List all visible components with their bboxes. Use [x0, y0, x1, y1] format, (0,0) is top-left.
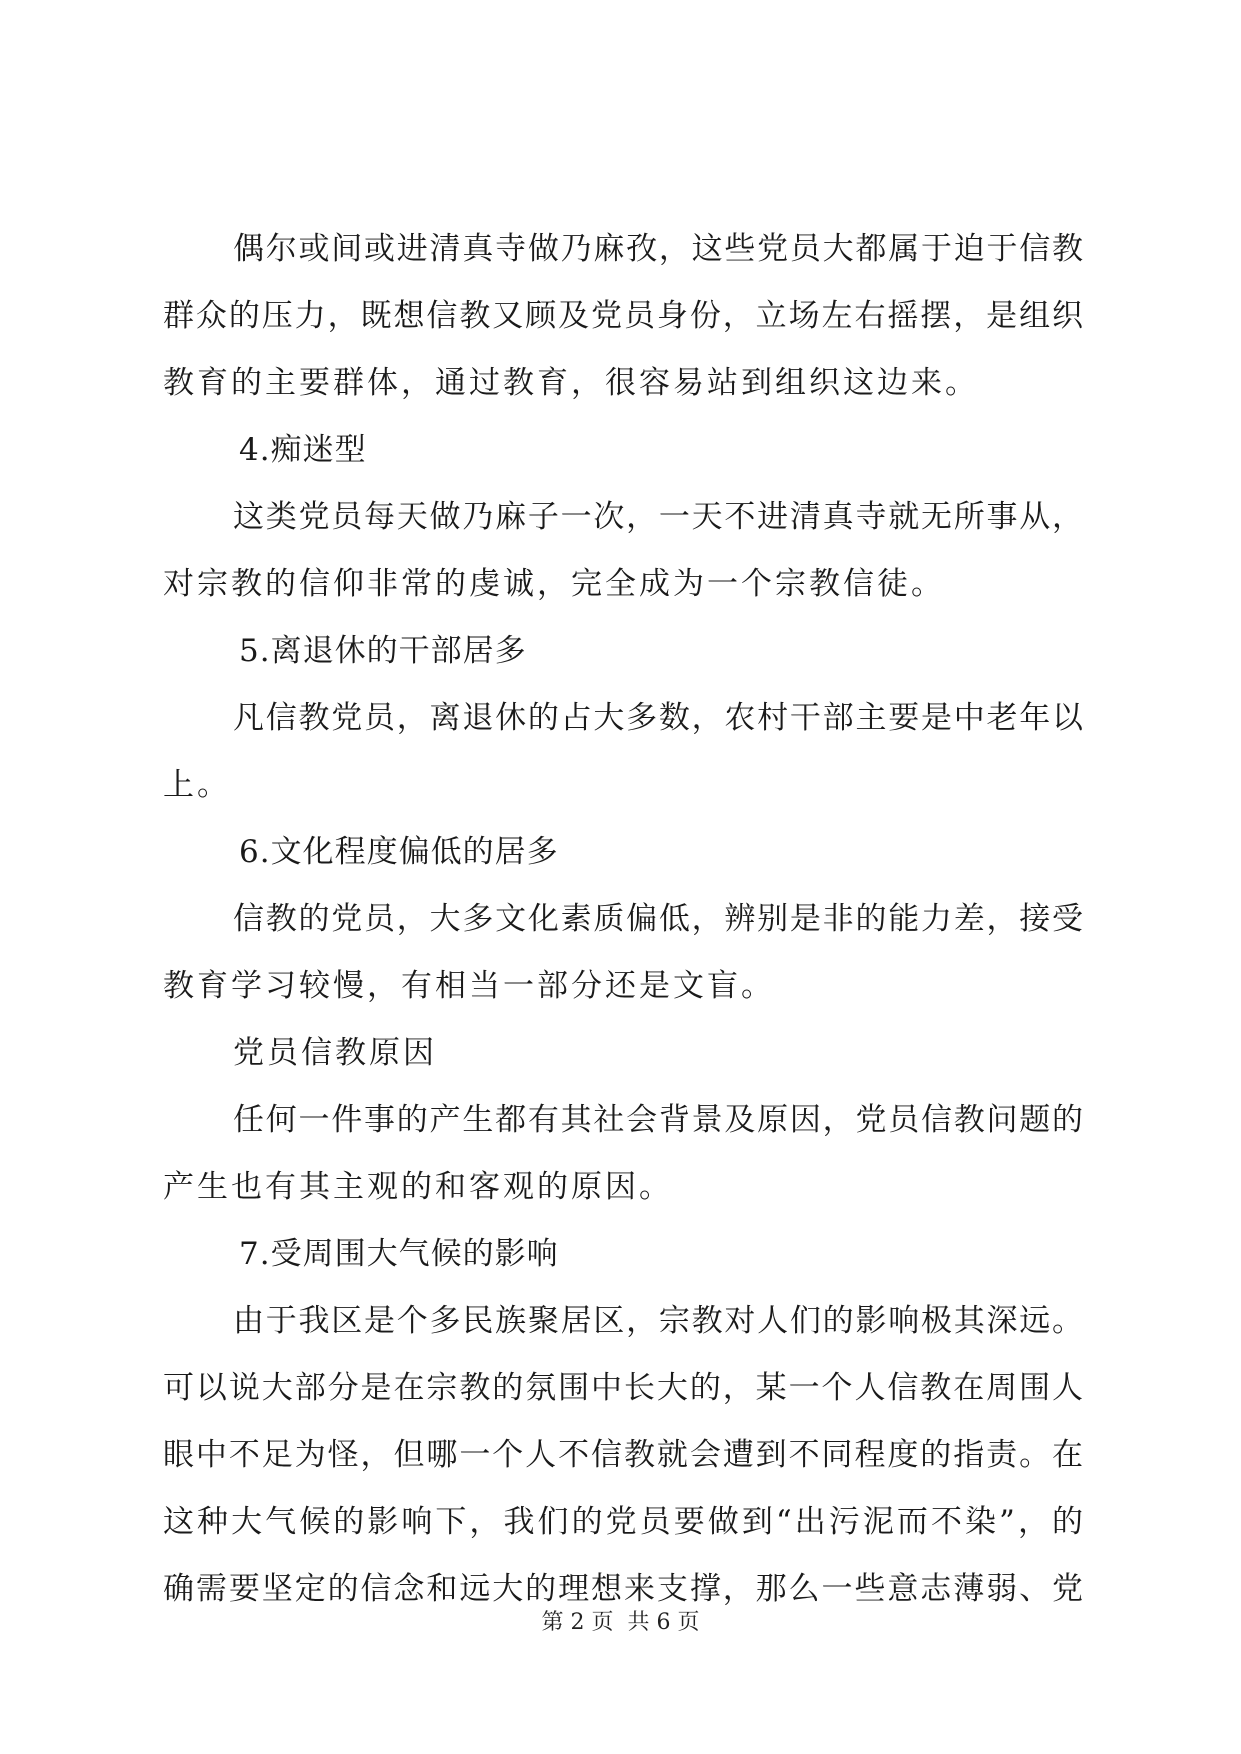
text-line: 这种大气候的影响下，我们的党员要做到“出污泥而不染”，的	[163, 1504, 1083, 1540]
text-line: 群众的压力，既想信教又顾及党员身份，立场左右摇摆，是组织	[163, 298, 1083, 334]
document-body	[163, 230, 1083, 1637]
text-line: 偶尔或间或进清真寺做乃麻孜，这些党员大都属于迫于信教	[233, 231, 1083, 267]
text-line: 确需要坚定的信念和远大的理想来支撑，那么一些意志薄弱、党	[163, 1571, 1083, 1607]
page-footer	[0, 1608, 1241, 1638]
text-line: 教育学习较慢，有相当一部分还是文盲。	[163, 968, 775, 1004]
text-line: 凡信教党员，离退休的占大多数，农村干部主要是中老年以	[233, 700, 1083, 736]
text-line: 由于我区是个多民族聚居区，宗教对人们的影响极其深远。	[233, 1303, 1083, 1339]
text-line: 产生也有其主观的和客观的原因。	[163, 1169, 673, 1205]
text-line: 可以说大部分是在宗教的氛围中长大的，某一个人信教在周围人	[163, 1370, 1083, 1406]
page-total: 共 6 页	[627, 1610, 700, 1635]
text-line: 4.痴迷型	[239, 432, 367, 468]
text-line: 党员信教原因	[233, 1035, 437, 1071]
text-line: 对宗教的信仰非常的虔诚，完全成为一个宗教信徒。	[163, 566, 945, 602]
text-line: 眼中不足为怪，但哪一个人不信教就会遭到不同程度的指责。在	[163, 1437, 1083, 1473]
text-line: 5.离退休的干部居多	[239, 633, 527, 669]
text-line: 6.文化程度偏低的居多	[239, 834, 559, 870]
text-line: 上。	[163, 767, 231, 803]
text-line: 7.受周围大气候的影响	[239, 1236, 559, 1272]
text-line: 这类党员每天做乃麻子一次，一天不进清真寺就无所事从，	[233, 499, 1083, 535]
text-line: 教育的主要群体，通过教育，很容易站到组织这边来。	[163, 365, 979, 401]
text-line: 信教的党员，大多文化素质偏低，辨别是非的能力差，接受	[233, 901, 1083, 937]
text-line: 任何一件事的产生都有其社会背景及原因，党员信教问题的	[233, 1102, 1083, 1138]
page-number: 第 2 页	[541, 1610, 614, 1635]
